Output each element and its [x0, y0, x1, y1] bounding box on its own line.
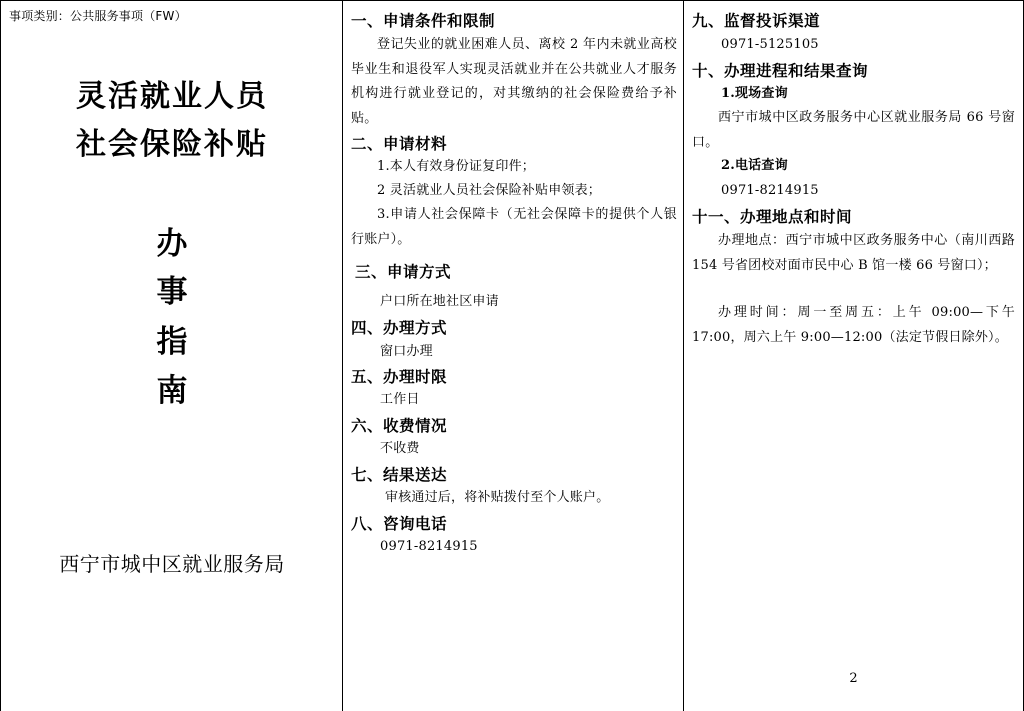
location-text: 办理地点：西宁市城中区政务服务中心（南川西路 154 号省团校对面市民中心 B 馆一楼 66 号窗口）； [692, 233, 1015, 273]
conditions-text: 登记失业的就业困难人员、离校 2 年内未就业高校毕业生和退役军人实现灵活就业并在公共就业人才服务机构进行就业登记的，对其缴纳的社会保险费给予补贴。 [351, 37, 677, 126]
onsite-query-text: 西宁市城中区政务服务中心区就业服务局 66 号窗口。 [692, 110, 1015, 150]
consult-phone-text: 0971-8214915 [380, 539, 478, 554]
materials-item-2: 2 灵活就业人员社会保险补贴申领表； [377, 183, 602, 198]
handling-method-text: 窗口办理 [380, 344, 433, 359]
content-column-middle [343, 1, 684, 711]
section-heading-complaints: 九、监督投诉渠道 [692, 12, 821, 30]
title-line-1: 灵活就业人员 [76, 79, 268, 114]
guide-char: 指 [156, 324, 188, 360]
section-heading-handling-method: 四、办理方式 [351, 319, 448, 337]
section-heading-conditions: 一、申请条件和限制 [351, 12, 496, 30]
complaints-phone: 0971-5125105 [721, 37, 819, 52]
time-limit-text: 工作日 [380, 392, 420, 407]
title-line-2: 社会保险补贴 [76, 127, 268, 162]
section-heading-apply-method: 三、申请方式 [355, 263, 452, 281]
materials-item-3: 3.申请人社会保障卡（无社会保障卡的提供个人银行账户）。 [351, 207, 677, 247]
issuer-name: 西宁市城中区就业服务局 [59, 552, 285, 576]
materials-item-1: 1.本人有效身份证复印件； [377, 159, 536, 174]
result-delivery-text: 审核通过后，将补贴拨付至个人账户。 [385, 490, 610, 505]
phone-query-label: 2.电话查询 [721, 158, 788, 173]
cover-column [1, 1, 343, 711]
section-heading-fees: 六、收费情况 [351, 417, 448, 435]
section-heading-location-time: 十一、办理地点和时间 [692, 208, 853, 226]
phone-query-text: 0971-8214915 [721, 183, 819, 198]
content-column-right [684, 1, 1023, 711]
item-category: 事项类别：公共服务事项（FW） [9, 9, 187, 23]
section-heading-time-limit: 五、办理时限 [351, 368, 448, 386]
guide-char: 事 [156, 274, 188, 310]
onsite-query-label: 1.现场查询 [721, 86, 788, 101]
guide-char: 南 [156, 373, 188, 409]
section-heading-progress-query: 十、办理进程和结果查询 [692, 62, 869, 80]
section-heading-materials: 二、申请材料 [351, 135, 448, 153]
fees-text: 不收费 [380, 441, 420, 456]
opening-hours-text: 办理时间：周一至周五：上午 09:00—下午 17:00，周六上午 9:00—12:00（法定节假日除外）。 [692, 305, 1015, 345]
apply-method-text: 户口所在地社区申请 [380, 294, 499, 309]
guide-char: 办 [156, 226, 188, 262]
section-heading-result-delivery: 七、结果送达 [351, 466, 448, 484]
section-heading-consult-phone: 八、咨询电话 [351, 515, 448, 533]
page-number: 2 [849, 671, 858, 686]
